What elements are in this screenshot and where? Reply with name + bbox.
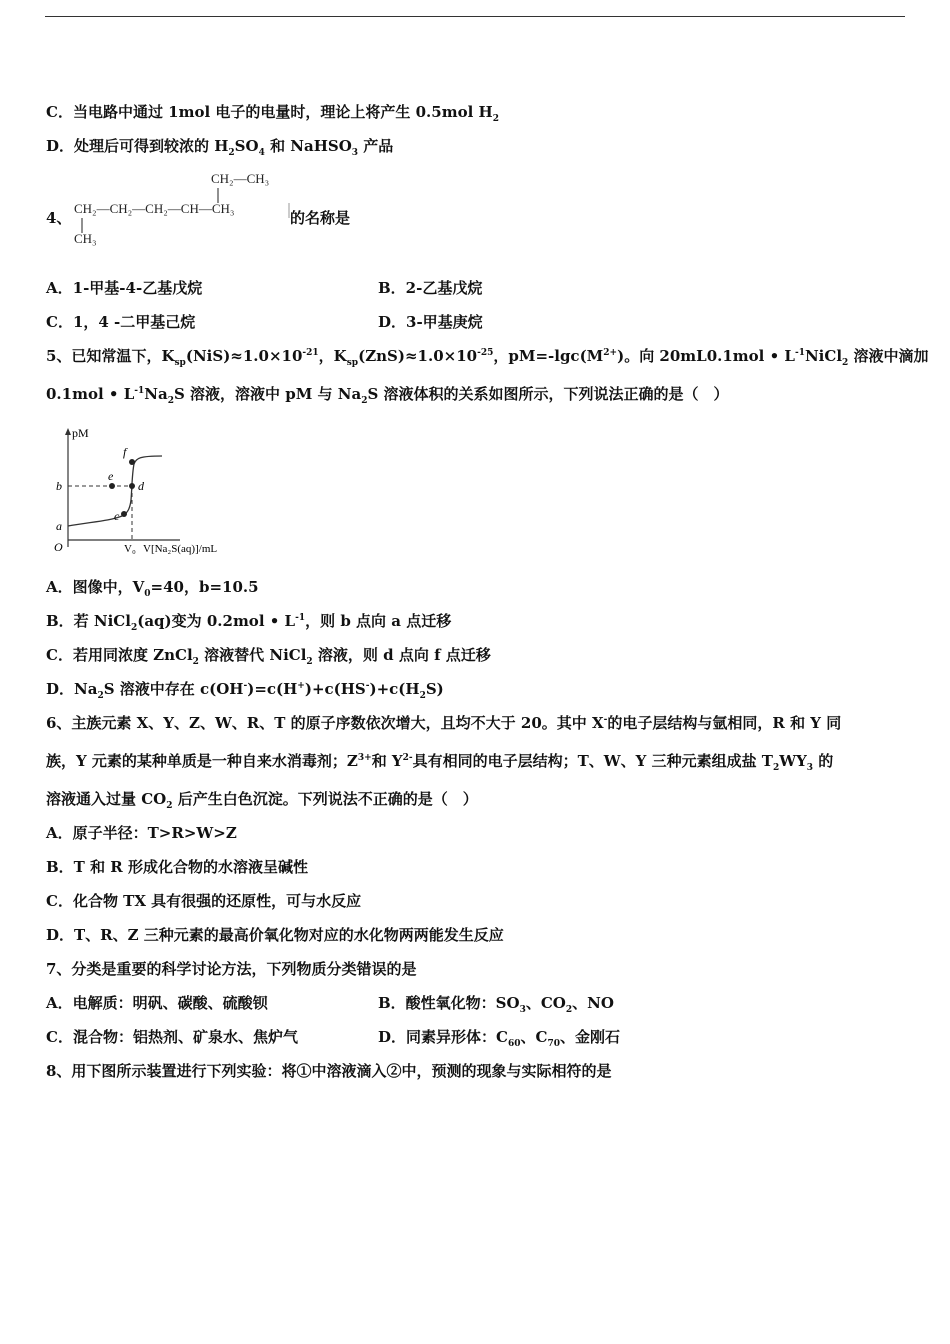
question-4-option-a: A．1-甲基-4-乙基戊烷 — [46, 279, 203, 297]
question-7-stem: 7、分类是重要的科学讨论方法，下列物质分类错误的是 — [46, 960, 417, 978]
question-6-option-c: C．化合物 TX 具有很强的还原性，可与水反应 — [46, 892, 362, 910]
graph-v0-label: V₀ — [124, 543, 136, 555]
option-c-electrolysis: C．当电路中通过 1mol 电子的电量时，理论上将产生 0.5mol $H_2$ — [46, 103, 499, 124]
question-7-option-a: A．电解质：明矾、碳酸、硫酸钡 — [46, 994, 268, 1012]
point-f-label: f — [123, 445, 127, 459]
question-5-option-b: B．若 NiCl$_2$(aq)变为 0.2mol • $L^{-1}$，则 b 点向 a 点迁移 — [46, 612, 452, 633]
graph-y-label: pM — [72, 426, 89, 440]
graph-origin: O — [54, 540, 63, 554]
formula-main-chain: CH₂—CH₂—CH₂—CH—CH₃ — [74, 201, 235, 216]
formula-top-branch: CH₂—CH₃ — [211, 171, 270, 186]
question-7-option-c: C．混合物：铝热剂、矿泉水、焦炉气 — [46, 1028, 298, 1046]
question-5-option-d: D．$Na_2S$ 溶液中存在 $c(OH^-)=c(H^+)+c(HS^-)+c(H_2S)$ — [46, 680, 444, 701]
point-b-label: b — [56, 479, 62, 493]
question-4-number: 4、 — [46, 209, 72, 227]
question-4-tail: 的名称是 — [290, 209, 351, 227]
question-7-option-d: D．同素异形体：$C_{60}$、$C_{70}$、金刚石 — [378, 1028, 620, 1049]
question-6-option-a: A．原子半径：T>R>W>Z — [46, 824, 237, 842]
point-a-label: a — [56, 519, 62, 533]
question-6-line-3: 溶液通入过量 $CO_2$ 后产生白色沉淀。下列说法不正确的是（ ） — [46, 790, 478, 811]
point-c-label: c — [114, 509, 120, 523]
question-4-option-b: B．2-乙基戊烷 — [378, 279, 483, 297]
question-5-option-c: C．若用同浓度 ZnCl$_2$ 溶液替代 NiCl$_2$ 溶液，则 d 点向 f 点迁移 — [46, 646, 491, 667]
question-5-option-a: A．图像中，$V_0=40$，b=10.5 — [46, 578, 259, 599]
question-6-line-1: 6、主族元素 X、Y、Z、W、R、T 的原子序数依次增大，且均不大于 20。其中 X-的电子层结构与氩相同，R 和 Y 同 — [46, 714, 842, 732]
question-6-option-d: D．T、R、Z 三种元素的最高价氧化物对应的水化物两两能发生反应 — [46, 926, 504, 944]
point-e-label: e — [108, 469, 114, 483]
pm-volume-graph — [50, 422, 250, 562]
option-d-electrolysis: D．处理后可得到较浓的 $H_2SO_4$ 和 NaHSO$_3$ 产品 — [46, 137, 394, 158]
question-4-option-d: D．3-甲基庚烷 — [378, 313, 483, 331]
point-d-label: d — [138, 479, 144, 493]
graph-x-label: V[Na₂S(aq)]/mL — [143, 543, 218, 555]
question-4-option-c: C．1，4 -二甲基己烷 — [46, 313, 196, 331]
top-rule — [45, 16, 905, 17]
question-5-line-1: 5、已知常温下，$K_{sp}(NiS)\approx 1.0\times 10^{-21}$，$K_{sp}(ZnS)\approx 1.0\times 10^{-25}$，$pM=-\lg c(M^{2+})$。向 20mL0.1mol • $L^{-1}NiCl_2$ 溶液中滴加 — [46, 347, 929, 368]
question-8-stem: 8、用下图所示装置进行下列实验：将①中溶液滴入②中，预测的现象与实际相符的是 — [46, 1062, 612, 1080]
question-5-line-2: 0.1mol • $L^{-1}Na_2S$ 溶液，溶液中 pM 与 $Na_2S$ 溶液体积的关系如图所示，下列说法正确的是（ ） — [46, 385, 729, 406]
question-6-option-b: B．T 和 R 形成化合物的水溶液呈碱性 — [46, 858, 308, 876]
structural-formula — [46, 168, 366, 253]
question-7-option-b: B．酸性氧化物：$SO_3$、$CO_2$、NO — [378, 994, 614, 1015]
question-6-line-2: 族，Y 元素的某种单质是一种自来水消毒剂；$Z^{3+}$和 $Y^{2-}$具有相同的电子层结构；T、W、Y 三种元素组成盐 $T_2WY_3$ 的 — [46, 752, 834, 773]
formula-bottom-branch: CH₃ — [74, 231, 97, 246]
